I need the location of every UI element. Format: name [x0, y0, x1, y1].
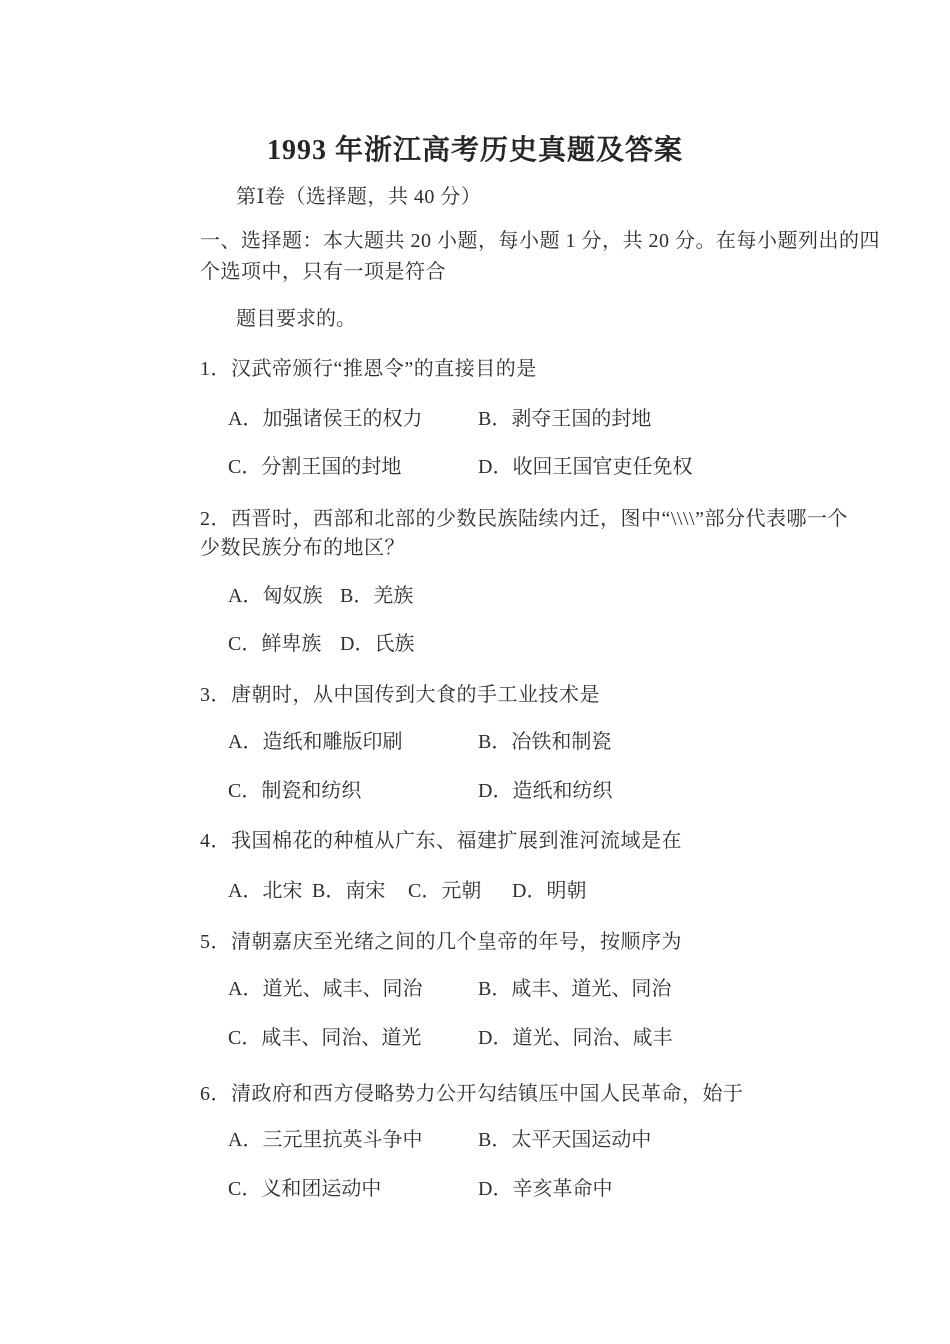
- intro-paragraph: 一、选择题：本大题共 20 小题，每小题 1 分，共 20 分。在每小题列出的四个选项中，只有一项是符合: [200, 230, 880, 283]
- question-2-option-a: A．匈奴族: [228, 585, 323, 607]
- question-1-option-a: A．加强诸侯王的权力: [228, 408, 423, 430]
- question-4-option-d: D．明朝: [512, 880, 587, 902]
- question-2-options-row-1: [228, 584, 413, 608]
- question-3-option-a: A．造纸和雕版印刷: [228, 731, 403, 753]
- question-6-text: 6．清政府和西方侵略势力公开勾结镇压中国人民革命，始于: [200, 1083, 744, 1105]
- question-6-options-row-2: [228, 1177, 612, 1201]
- question-3-options-row-1: [228, 730, 611, 754]
- question-1-option-c: C．分割王国的封地: [228, 456, 402, 478]
- question-4-option-b: B．南宋: [312, 880, 386, 902]
- question-5-option-a: A．道光、咸丰、同治: [228, 978, 423, 1000]
- question-1-option-b: B．剥夺王国的封地: [478, 408, 652, 430]
- question-6-options-row-1: [228, 1128, 651, 1152]
- question-6-option-d: D．辛亥革命中: [478, 1178, 613, 1200]
- question-5-text: 5．清朝嘉庆至光绪之间的几个皇帝的年号，按顺序为: [200, 931, 682, 953]
- section-heading: 第Ⅰ卷（选择题，共 40 分）: [236, 186, 482, 208]
- question-4-options-row-1: [228, 879, 586, 903]
- question-4-option-c: C．元朝: [408, 880, 482, 902]
- question-3-options-row-2: [228, 779, 612, 803]
- question-6-option-c: C．义和团运动中: [228, 1178, 382, 1200]
- question-3-option-b: B．冶铁和制瓷: [478, 731, 612, 753]
- question-5-option-b: B．咸丰、道光、同治: [478, 978, 672, 1000]
- question-2-options-row-2: [228, 632, 414, 656]
- question-5-option-c: C．咸丰、同治、道光: [228, 1027, 422, 1049]
- question-1-options-row-2: [228, 455, 692, 479]
- question-5-options-row-1: [228, 977, 671, 1001]
- document-title: 1993 年浙江高考历史真题及答案: [266, 135, 683, 166]
- question-6-option-b: B．太平天国运动中: [478, 1129, 652, 1151]
- question-5-options-row-2: [228, 1026, 672, 1050]
- question-2-option-c: C．鲜卑族: [228, 633, 322, 655]
- question-2-text: 2．西晋时，西部和北部的少数民族陆续内迁，图中“\\\\”部分代表哪一个少数民族分布的地区？: [200, 508, 848, 559]
- question-5-option-d: D．道光、同治、咸丰: [478, 1027, 673, 1049]
- question-1-option-d: D．收回王国官吏任免权: [478, 456, 693, 478]
- question-1-options-row-1: [228, 407, 651, 431]
- question-3-option-d: D．造纸和纺织: [478, 780, 613, 802]
- question-4-option-a: A．北宋: [228, 880, 303, 902]
- question-2-option-b: B．羌族: [340, 585, 414, 607]
- question-3-option-c: C．制瓷和纺织: [228, 780, 362, 802]
- intro-continuation: 题目要求的。: [236, 308, 356, 330]
- question-2-option-d: D．氏族: [340, 633, 415, 655]
- question-4-text: 4．我国棉花的种植从广东、福建扩展到淮河流域是在: [200, 830, 682, 852]
- question-3-text: 3．唐朝时，从中国传到大食的手工业技术是: [200, 684, 600, 706]
- question-1-text: 1．汉武帝颁行“推恩令”的直接目的是: [200, 358, 537, 380]
- question-6-option-a: A．三元里抗英斗争中: [228, 1129, 423, 1151]
